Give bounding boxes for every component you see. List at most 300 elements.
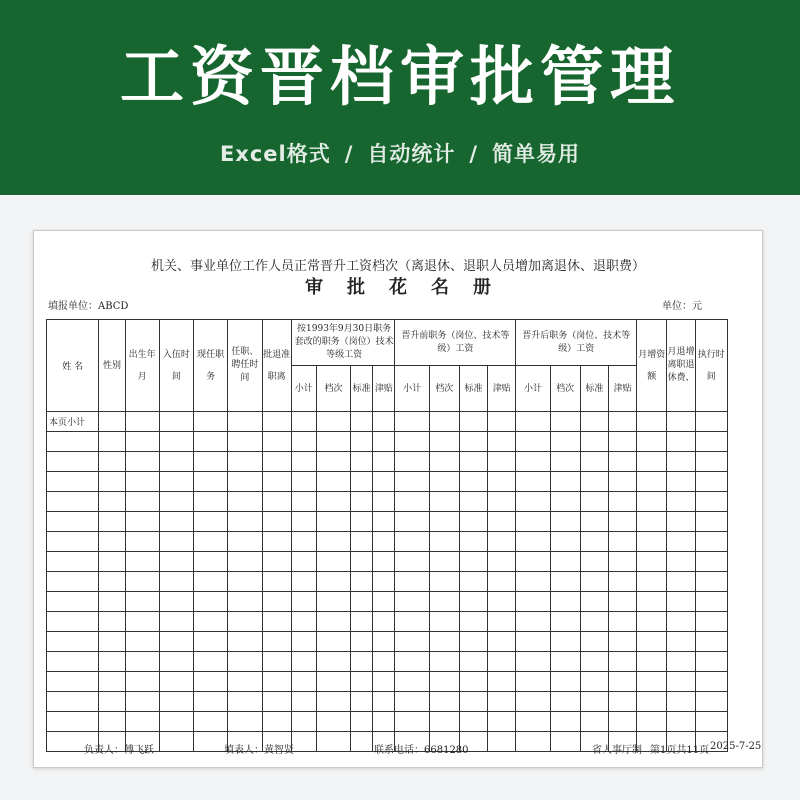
table-cell xyxy=(47,552,99,572)
table-cell xyxy=(395,532,429,552)
table-cell xyxy=(194,632,228,652)
table-cell xyxy=(125,412,159,432)
table-cell xyxy=(316,572,350,592)
table-row xyxy=(47,452,728,472)
table-cell xyxy=(459,552,487,572)
table-cell xyxy=(316,432,350,452)
subtotal-row xyxy=(47,412,728,432)
table-cell xyxy=(695,572,727,592)
table-cell xyxy=(125,652,159,672)
table-cell xyxy=(550,612,580,632)
table-cell xyxy=(291,452,316,472)
table-cell xyxy=(429,492,459,512)
table-cell xyxy=(316,592,350,612)
table-cell xyxy=(695,432,727,452)
subtitle-separator: / xyxy=(344,142,354,166)
table-cell xyxy=(99,472,125,492)
table-cell xyxy=(459,512,487,532)
table-cell xyxy=(373,572,395,592)
table-cell xyxy=(373,592,395,612)
table-cell xyxy=(351,692,373,712)
footer-page: 第1页共11页 xyxy=(650,745,710,756)
table-cell xyxy=(262,612,291,632)
table-cell xyxy=(637,612,667,632)
table-cell xyxy=(429,572,459,592)
header-birth: 出生年月 xyxy=(125,320,159,412)
subheader-subtotal: 小计 xyxy=(291,366,316,412)
table-cell xyxy=(99,412,125,432)
table-cell xyxy=(99,432,125,452)
table-cell xyxy=(373,632,395,652)
table-cell xyxy=(608,412,636,432)
table-cell xyxy=(159,572,193,592)
table-cell xyxy=(99,692,125,712)
header-approve: 批退准职离 xyxy=(262,320,291,412)
header-appoint: 任职、聘任时间 xyxy=(228,320,262,412)
table-cell xyxy=(637,652,667,672)
table-cell xyxy=(194,452,228,472)
table-cell xyxy=(316,632,350,652)
table-cell xyxy=(580,672,608,692)
table-cell xyxy=(395,472,429,492)
table-cell xyxy=(459,712,487,732)
table-cell xyxy=(608,692,636,712)
table-cell xyxy=(395,492,429,512)
table-cell xyxy=(351,712,373,732)
table-cell xyxy=(316,612,350,632)
table-cell xyxy=(667,412,695,432)
subheader-allowance: 津贴 xyxy=(373,366,395,412)
table-cell xyxy=(695,652,727,672)
table-cell xyxy=(291,652,316,672)
table-cell xyxy=(695,712,727,732)
table-cell xyxy=(351,512,373,532)
table-cell xyxy=(667,692,695,712)
table-cell xyxy=(395,672,429,692)
document-subtitle: 审批花名册 xyxy=(305,277,515,298)
table-row xyxy=(47,432,728,452)
subheader-allowance: 津贴 xyxy=(608,366,636,412)
table-cell xyxy=(459,492,487,512)
table-cell xyxy=(395,632,429,652)
table-row xyxy=(47,652,728,672)
footer-date: 2025-7-25 xyxy=(710,741,762,752)
table-cell xyxy=(291,432,316,452)
table-cell xyxy=(637,572,667,592)
subheader-allowance: 津贴 xyxy=(488,366,516,412)
table-cell xyxy=(516,472,550,492)
table-cell xyxy=(459,632,487,652)
table-cell xyxy=(159,492,193,512)
table-cell xyxy=(159,732,193,752)
table-cell xyxy=(351,652,373,672)
table-cell xyxy=(637,672,667,692)
table-cell xyxy=(316,492,350,512)
table-cell xyxy=(637,532,667,552)
table-cell xyxy=(488,452,516,472)
table-cell xyxy=(516,712,550,732)
table-cell xyxy=(291,732,316,752)
table-cell xyxy=(550,432,580,452)
table-cell xyxy=(637,492,667,512)
table-cell xyxy=(637,632,667,652)
table-cell xyxy=(667,432,695,452)
table-cell xyxy=(395,432,429,452)
table-cell xyxy=(608,592,636,612)
table-cell xyxy=(488,432,516,452)
table-cell xyxy=(429,532,459,552)
table-cell xyxy=(459,672,487,692)
table-cell xyxy=(608,512,636,532)
table-cell xyxy=(667,452,695,472)
table-cell xyxy=(695,632,727,652)
header-enlist: 入伍时间 xyxy=(159,320,193,412)
table-cell xyxy=(667,712,695,732)
table-cell xyxy=(159,592,193,612)
table-cell xyxy=(125,432,159,452)
table-body xyxy=(47,412,728,752)
table-cell xyxy=(262,432,291,452)
table-cell xyxy=(47,592,99,612)
header-group-before: 晋升前职务（岗位、技术等级）工资 xyxy=(395,320,516,366)
table-cell xyxy=(637,592,667,612)
table-cell xyxy=(47,532,99,552)
table-row xyxy=(47,552,728,572)
table-cell xyxy=(262,452,291,472)
subheader-standard: 标准 xyxy=(459,366,487,412)
table-cell xyxy=(395,512,429,532)
table-cell xyxy=(194,712,228,732)
table-cell xyxy=(159,532,193,552)
table-cell xyxy=(228,632,262,652)
table-cell xyxy=(316,672,350,692)
table-cell xyxy=(194,592,228,612)
table-cell xyxy=(488,652,516,672)
table-cell xyxy=(194,512,228,532)
table-row xyxy=(47,592,728,612)
table-cell xyxy=(550,492,580,512)
table-cell xyxy=(550,692,580,712)
table-cell xyxy=(228,492,262,512)
table-cell xyxy=(159,512,193,532)
table-cell xyxy=(351,612,373,632)
fill-unit-label: 填报单位：ABCD xyxy=(48,301,129,312)
table-cell xyxy=(351,492,373,512)
table-cell xyxy=(637,472,667,492)
table-cell xyxy=(159,472,193,492)
table-cell xyxy=(550,652,580,672)
table-cell xyxy=(395,652,429,672)
table-cell xyxy=(291,592,316,612)
table-cell xyxy=(194,412,228,432)
header-group-1993: 按1993年9月30日职务套改的职务（岗位）技术等级工资 xyxy=(291,320,395,366)
header-current-post: 现任职务 xyxy=(194,320,228,412)
table-cell xyxy=(125,552,159,572)
table-cell xyxy=(316,512,350,532)
table-cell xyxy=(395,552,429,572)
table-cell xyxy=(47,712,99,732)
table-cell xyxy=(194,532,228,552)
table-cell xyxy=(459,692,487,712)
header-monthly-retire: 月退增离职退休费、 xyxy=(667,320,695,412)
roster-table xyxy=(46,319,728,752)
table-row xyxy=(47,512,728,532)
header-name: 姓 名 xyxy=(47,320,99,412)
table-cell xyxy=(667,592,695,612)
table-cell xyxy=(488,492,516,512)
table-cell xyxy=(316,652,350,672)
table-cell xyxy=(373,512,395,532)
table-cell xyxy=(291,612,316,632)
table-cell xyxy=(262,512,291,532)
table-cell xyxy=(291,692,316,712)
table-cell xyxy=(516,632,550,652)
table-cell xyxy=(47,632,99,652)
table-cell xyxy=(99,712,125,732)
table-cell xyxy=(99,652,125,672)
document-sheet xyxy=(33,230,763,768)
table-cell xyxy=(488,472,516,492)
table-cell xyxy=(695,672,727,692)
table-cell xyxy=(516,692,550,712)
table-cell xyxy=(580,472,608,492)
table-cell xyxy=(125,592,159,612)
table-cell xyxy=(459,652,487,672)
table-cell xyxy=(550,672,580,692)
table-cell xyxy=(262,592,291,612)
table-cell xyxy=(695,692,727,712)
table-cell xyxy=(608,492,636,512)
subtitle-separator: / xyxy=(469,142,479,166)
table-cell xyxy=(99,512,125,532)
table-cell xyxy=(550,592,580,612)
table-cell xyxy=(516,512,550,532)
table-cell xyxy=(395,712,429,732)
table-cell xyxy=(262,652,291,672)
table-cell xyxy=(459,572,487,592)
table-cell xyxy=(316,712,350,732)
table-cell xyxy=(373,472,395,492)
table-cell xyxy=(194,492,228,512)
table-cell xyxy=(228,552,262,572)
table-cell xyxy=(637,432,667,452)
subheader-subtotal: 小计 xyxy=(395,366,429,412)
table-cell xyxy=(351,592,373,612)
table-cell xyxy=(125,692,159,712)
table-cell xyxy=(228,512,262,532)
table-row xyxy=(47,672,728,692)
table-cell xyxy=(608,612,636,632)
banner-subtitle xyxy=(0,138,800,168)
table-cell xyxy=(695,592,727,612)
table-cell xyxy=(47,492,99,512)
table-cell xyxy=(695,612,727,632)
table-cell xyxy=(228,612,262,632)
table-cell xyxy=(262,692,291,712)
table-cell xyxy=(194,652,228,672)
footer-filler: 填表人：黄智贤 xyxy=(224,745,294,756)
table-cell xyxy=(291,532,316,552)
table-cell xyxy=(488,632,516,652)
table-cell xyxy=(488,572,516,592)
table-cell xyxy=(99,632,125,652)
table-cell xyxy=(316,692,350,712)
table-cell xyxy=(516,732,550,752)
table-cell xyxy=(608,712,636,732)
footer-phone: 联系电话：6681280 xyxy=(374,745,469,756)
table-cell xyxy=(373,432,395,452)
table-cell xyxy=(262,472,291,492)
table-cell xyxy=(159,672,193,692)
table-cell xyxy=(316,732,350,752)
table-cell xyxy=(373,672,395,692)
table-row xyxy=(47,612,728,632)
table-cell xyxy=(429,712,459,732)
header-exec-time: 执行时间 xyxy=(695,320,727,412)
table-cell xyxy=(608,532,636,552)
table-cell xyxy=(516,412,550,432)
table-cell xyxy=(262,712,291,732)
table-cell xyxy=(125,572,159,592)
table-cell xyxy=(488,592,516,612)
table-cell xyxy=(351,432,373,452)
table-cell xyxy=(99,552,125,572)
table-cell xyxy=(608,552,636,572)
table-row xyxy=(47,572,728,592)
table-cell xyxy=(228,592,262,612)
table-cell xyxy=(228,532,262,552)
table-cell xyxy=(516,452,550,472)
subtitle-excel: Excel格式 xyxy=(219,142,331,166)
table-cell xyxy=(159,692,193,712)
table-cell xyxy=(351,412,373,432)
table-cell xyxy=(608,472,636,492)
table-cell xyxy=(291,472,316,492)
table-cell xyxy=(262,672,291,692)
table-cell xyxy=(667,532,695,552)
table-cell xyxy=(291,412,316,432)
table-cell xyxy=(580,552,608,572)
table-cell xyxy=(395,572,429,592)
table-cell xyxy=(667,512,695,532)
table-cell xyxy=(695,532,727,552)
table-cell xyxy=(695,492,727,512)
table-cell xyxy=(395,592,429,612)
table-cell xyxy=(262,552,291,572)
table-row xyxy=(47,492,728,512)
table-cell xyxy=(262,632,291,652)
table-cell xyxy=(99,672,125,692)
table-cell xyxy=(262,492,291,512)
table-cell xyxy=(550,452,580,472)
table-cell xyxy=(125,492,159,512)
table-cell xyxy=(316,412,350,432)
table-cell xyxy=(159,452,193,472)
table-cell xyxy=(47,432,99,452)
table-cell xyxy=(580,492,608,512)
table-cell xyxy=(695,512,727,532)
table-cell xyxy=(550,632,580,652)
table-cell xyxy=(291,492,316,512)
footer-responsible: 负责人：傅飞跃 xyxy=(84,745,154,756)
table-cell xyxy=(459,532,487,552)
table-cell xyxy=(99,572,125,592)
table-cell xyxy=(637,712,667,732)
table-cell xyxy=(429,632,459,652)
table-cell xyxy=(159,712,193,732)
table-cell xyxy=(488,412,516,432)
table-cell xyxy=(695,452,727,472)
table-cell xyxy=(580,412,608,432)
table-cell xyxy=(159,552,193,572)
table-cell xyxy=(608,572,636,592)
table-cell xyxy=(550,472,580,492)
table-cell xyxy=(351,532,373,552)
subheader-grade: 档次 xyxy=(550,366,580,412)
table-cell xyxy=(373,652,395,672)
table-cell xyxy=(580,572,608,592)
table-cell xyxy=(608,652,636,672)
header-row-1 xyxy=(47,320,728,366)
table-cell xyxy=(47,652,99,672)
table-cell xyxy=(316,552,350,572)
table-cell xyxy=(516,572,550,592)
table-cell xyxy=(516,432,550,452)
table-cell xyxy=(99,592,125,612)
table-cell xyxy=(459,412,487,432)
table-cell xyxy=(429,412,459,432)
table-cell xyxy=(580,432,608,452)
table-cell xyxy=(351,572,373,592)
table-cell xyxy=(459,592,487,612)
table-cell xyxy=(429,592,459,612)
table-cell xyxy=(291,672,316,692)
table-cell xyxy=(516,532,550,552)
table-cell xyxy=(695,472,727,492)
table-cell xyxy=(47,692,99,712)
table-cell xyxy=(373,452,395,472)
table-cell xyxy=(667,572,695,592)
table-cell xyxy=(429,652,459,672)
table-cell xyxy=(194,692,228,712)
table-cell xyxy=(228,472,262,492)
table-cell xyxy=(291,632,316,652)
table-cell xyxy=(47,472,99,492)
table-cell xyxy=(228,672,262,692)
table-cell xyxy=(351,672,373,692)
table-cell xyxy=(608,632,636,652)
table-cell xyxy=(194,552,228,572)
table-cell xyxy=(47,572,99,592)
table-cell xyxy=(194,432,228,452)
table-cell xyxy=(488,512,516,532)
table-cell xyxy=(667,652,695,672)
table-cell xyxy=(667,552,695,572)
table-row xyxy=(47,712,728,732)
table-cell xyxy=(550,572,580,592)
table-cell xyxy=(159,412,193,432)
table-cell xyxy=(194,732,228,752)
table-cell xyxy=(580,692,608,712)
table-cell xyxy=(429,512,459,532)
table-cell xyxy=(99,452,125,472)
table-cell xyxy=(488,672,516,692)
currency-unit-label: 单位：元 xyxy=(662,301,702,312)
table-cell xyxy=(580,512,608,532)
subheader-grade: 档次 xyxy=(429,366,459,412)
subheader-subtotal: 小计 xyxy=(516,366,550,412)
banner-title: 工资晋档审批管理 xyxy=(120,41,680,115)
